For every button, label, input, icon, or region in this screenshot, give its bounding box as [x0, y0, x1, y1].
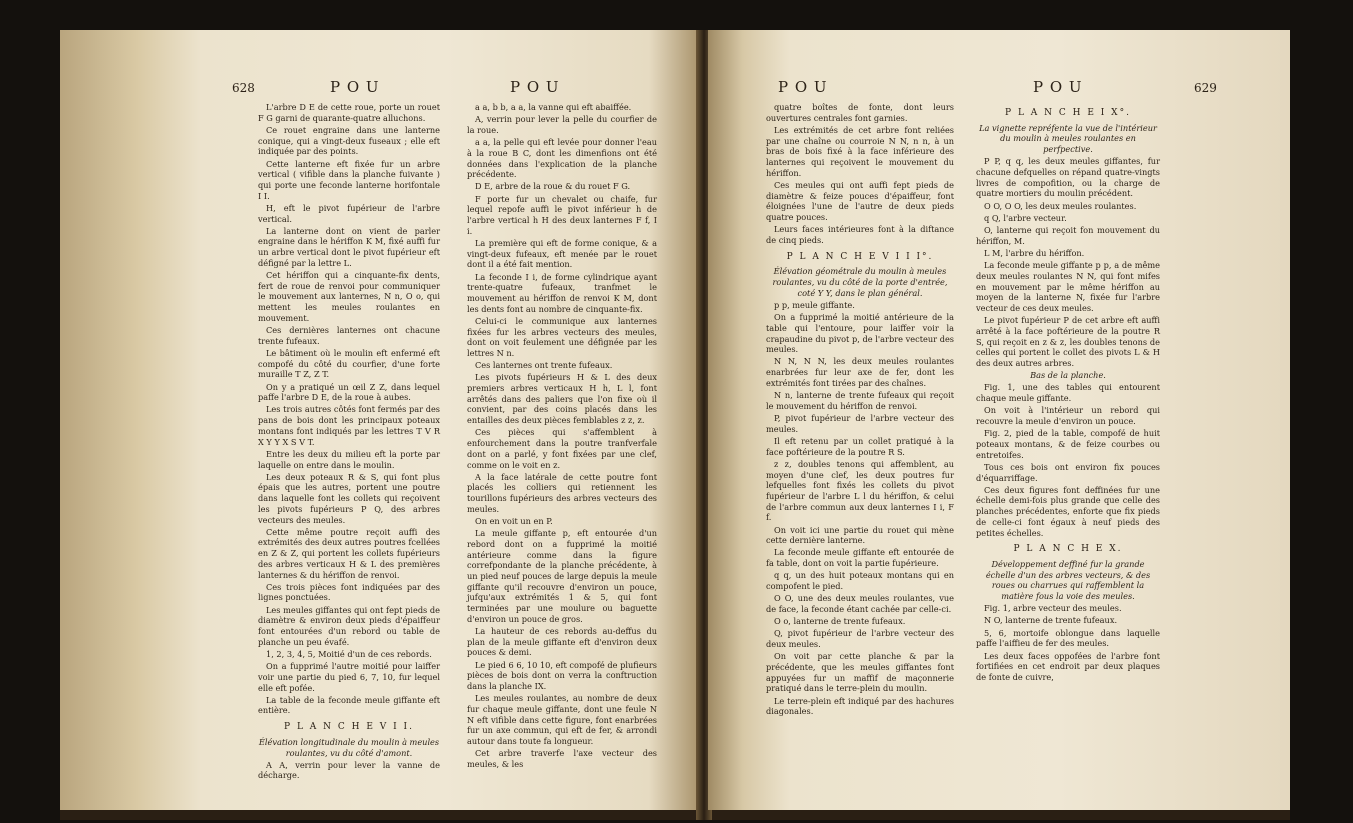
paragraph: Les extrémités de cet arbre font reliées par une chaîne ou courroie N N, n n, à un bras de bois fixé à la face inférieure des lanternes qui reçoivent le mouvement du hériffon.: [766, 124, 954, 178]
paragraph: O O, O O, les deux meules roulantes.: [984, 200, 1137, 211]
paragraph: z z, doubles tenons qui affemblent, au moyen d'une clef, les deux poutres fur lefquelles font fixés les collets du pivot fupérieur de l'arbre L l du hériffon, & celui de l'arbre commun aux deux lanternes I i, F f.: [766, 458, 954, 523]
paragraph: N O, lanterne de trente fufeaux.: [984, 615, 1118, 626]
paragraph: O, lanterne qui reçoit fon mouvement du hériffon, M.: [976, 225, 1160, 246]
paragraph: Cet hériffon qui a cinquante-fix dents, fert de roue de renvoi pour communiquer le mouvement aux lanternes, N n, O o, qui mettent les meules roulantes en mouvement.: [258, 270, 440, 323]
paragraph: On y a pratiqué un œil Z Z, dans lequel paffe l'arbre D E, de la roue à aubes.: [258, 381, 440, 403]
paragraph: P P, q q, les deux meules giffantes, fur chacune defquelles on répand quatre-vingts livres de compofition, ou la charge de quatre mortiers du moulin précédent.: [976, 156, 1160, 199]
paragraph: 1, 2, 3, 4, 5, Moitié d'un de ces rebords.: [266, 648, 432, 659]
paragraph: Fig. 1, arbre vecteur des meules.: [984, 603, 1122, 614]
right-page-number: 629: [1194, 81, 1217, 95]
paragraph: Ce rouet engraine dans une lanterne conique, qui a vingt-deux fuseaux ; elle eft indiquée par des points.: [258, 124, 440, 157]
paragraph: On voit à l'intérieur un rebord qui recouvre la meule d'environ un pouce.: [976, 405, 1160, 426]
plate-caption: Développement deffiné fur la grande échelle d'un des arbres vecteurs, & des roues ou charrues qui raffemblent la matière fous la voie des meules.: [985, 558, 1151, 602]
paragraph: Tous ces bois ont environ fix pouces d'équarriffage.: [976, 461, 1160, 483]
paragraph: O o, lanterne de trente fufeaux.: [774, 616, 906, 627]
paragraph: a a, b b, a a, la vanne qui eft abaiffée.: [475, 102, 632, 112]
paragraph: Cette même poutre reçoit auffi des extrémités des deux autres poutres fcellées en Z & Z, qui portent les collets fupérieurs des arbres verticaux H & L des premières lanternes & du hériffon de renvoi.: [258, 526, 440, 580]
paragraph: A, verrin pour lever la pelle du courfier de la roue.: [467, 114, 657, 135]
paragraph: Ces dernières lanternes ont chacune trente fufeaux.: [258, 325, 440, 346]
paragraph: Ces deux figures font deffinées fur une échelle demi-fois plus grande que celle des planches précédentes, enforte que fix pieds de celle-ci font égaux à neuf pieds des petites échelles.: [976, 484, 1160, 538]
paragraph: Q, pivot fupérieur de l'arbre vecteur des deux meules.: [766, 628, 954, 650]
paragraph: Fig. 1, une des tables qui entourent chaque meule giffante.: [976, 382, 1160, 404]
left-page-number: 628: [232, 81, 255, 95]
paragraph: Les deux faces oppofées de l'arbre font fortifiées en cet endroit par deux plaques de fonte de cuivre,: [976, 650, 1160, 682]
right-running-head-col1: P O U: [778, 78, 828, 96]
paragraph: p p, meule giffante.: [774, 299, 855, 310]
paragraph: Cette lanterne eft fixée fur un arbre vertical ( vifible dans la planche fuivante ) qui porte une feconde lanterne horifontale I I.: [258, 158, 440, 201]
paragraph: Ces lanternes ont trente fufeaux.: [475, 360, 613, 371]
paragraph: La meule giffante p, eft entourée d'un rebord dont on a fupprimé la moitié antérieure comme dans la figure correfpondante de la planche précédente, à un pied neuf pouces de large depuis la meule giffante qu'il recouvre d'environ un pouce, jufqu'aux extrémités 1 & 5, qui font terminées par une moulure ou baguette d'environ un pouce de gros.: [467, 528, 657, 624]
left-running-head: P O U: [330, 78, 380, 96]
right-column-2: [976, 102, 1160, 684]
paragraph: La première qui eft de forme conique, & a vingt-deux fufeaux, eft menée par le rouet dont il a été fait mention.: [467, 237, 657, 270]
paragraph: Il eft retenu par un collet pratiqué à la face poftérieure de la poutre R S.: [766, 435, 954, 457]
paragraph: Les deux poteaux R & S, qui font plus épais que les autres, portent une poutre dans laquelle font les collets qui reçoivent les pivots fupérieurs P Q, des arbres vecteurs des meules.: [258, 471, 440, 525]
left-column-1: [258, 102, 440, 783]
left-column-2: [467, 102, 657, 771]
paragraph: F porte fur un chevalet ou chaife, fur lequel repofe auffi le pivot inférieur h de l'arbre vertical h H des deux lanternes F f, I i.: [467, 193, 657, 236]
paragraph: Ces trois pièces font indiquées par des lignes ponctuées.: [258, 581, 440, 603]
right-running-head: P O U: [1033, 78, 1083, 96]
open-book: [60, 30, 1290, 820]
paragraph: Entre les deux du milieu eft la porte par laquelle on entre dans le moulin.: [258, 448, 440, 470]
paragraph: Leurs faces intérieures font à la diftance de cinq pieds.: [766, 224, 954, 245]
paragraph: 5, 6, mortoife oblongue dans laquelle paffe l'aiffieu de fer des meules.: [976, 627, 1160, 649]
paragraph: O O, une des deux meules roulantes, vue de face, la feconde étant cachée par celle-ci.: [766, 593, 954, 614]
plate-heading: P L A N C H E I X°.: [1005, 108, 1131, 118]
paragraph: D E, arbre de la roue & du rouet F G.: [475, 181, 631, 192]
paragraph: On voit ici une partie du rouet qui mène cette dernière lanterne.: [766, 524, 954, 546]
paragraph: La feconde I i, de forme cylindrique ayant trente-quatre fufeaux, tranfmet le mouvement au hériffon de renvoi K M, dont les dents font au nombre de cinquante-fix.: [467, 271, 657, 314]
paragraph: Cet arbre traverfe l'axe vecteur des meules, & les: [467, 748, 657, 769]
paragraph: Ces meules qui ont auffi fept pieds de diamètre & feize pouces d'épaiffeur, font éloignées l'une de l'autre de deux pieds quatre pouces.: [766, 179, 954, 223]
plate-caption: Élévation géométrale du moulin à meules roulantes, vu du côté de la porte d'entrée, coté Y Y, dans le plan général.: [772, 266, 948, 298]
paragraph: Le terre-plein eft indiqué par des hachures diagonales.: [766, 695, 954, 717]
left-page: [60, 30, 700, 810]
paragraph: Les meules roulantes, au nombre de deux fur chaque meule giffante, dont une feule N N eft vifible dans cette figure, font enarbrées fur un axe commun, qui eft de fer, & arrondi autour dans toute fa longueur.: [467, 693, 657, 747]
paragraph: On a fupprimé la moitié antérieure de la table qui l'entoure, pour laiffer voir la crapaudine du pivot p, de l'arbre vecteur des meules.: [766, 312, 954, 355]
right-page: [708, 30, 1290, 810]
paragraph: A la face latérale de cette poutre font placés les colliers qui retiennent les tourillons fupérieurs des arbres vecteurs des meules.: [467, 471, 657, 514]
paragraph: a a, la pelle qui eft levée pour donner l'eau à la roue B C, dont les dimenfions ont été données dans l'explication de la planche précédente.: [467, 137, 657, 180]
plate-heading: P L A N C H E V I I.: [284, 722, 414, 733]
paragraph: On en voit un en P.: [475, 516, 553, 527]
paragraph: Les trois autres côtés font fermés par des pans de bois dont les principaux poteaux montans font indiqués par les lettres T V R X Y Y X S V T.: [258, 404, 440, 447]
paragraph: Les meules giffantes qui ont fept pieds de diamètre & environ deux pieds d'épaiffeur font entourées d'un rebord ou table de planche un peu évafé.: [258, 604, 440, 647]
paragraph: On voit par cette planche & par la précédente, que les meules giffantes font appuyées fur un maffif de maçonnerie pratiqué dans le terre-plein du moulin.: [766, 651, 954, 694]
paragraph: L'arbre D E de cette roue, porte un rouet F G garni de quarante-quatre alluchons.: [258, 102, 440, 123]
paragraph: Le pivot fupérieur P de cet arbre eft auffi arrêté à la face poftérieure de la poutre R S, qui reçoit en z & z, les doubles tenons de celles qui portent le collet des pivots L & H des deux autres arbres.: [976, 315, 1160, 368]
paragraph: Fig. 2, pied de la table, compofé de huit poteaux montans, & de feize courbes ou entretoifes.: [976, 428, 1160, 460]
plate-caption: La vignette repréfente la vue de l'intérieur du moulin à meules roulantes en perfpective.: [979, 122, 1157, 155]
paragraph: L M, l'arbre du hériffon.: [984, 247, 1085, 258]
paragraph: q Q, l'arbre vecteur.: [984, 212, 1067, 223]
plate-caption: Élévation longitudinale du moulin à meules roulantes, vu du côté d'amont.: [258, 736, 440, 758]
paragraph: N n, lanterne de trente fufeaux qui reçoit le mouvement du hériffon de renvoi.: [766, 390, 954, 411]
paragraph: H, eft le pivot fupérieur de l'arbre vertical.: [258, 202, 440, 224]
paragraph: q q, un des huit poteaux montans qui en compofent le pied.: [766, 570, 954, 592]
paragraph: La lanterne dont on vient de parler engraine dans le hériffon K M, fixé auffi fur un arbre vertical dont le pivot fupérieur eft défigné par la lettre L.: [258, 225, 440, 268]
paragraph: A A, verrin pour lever la vanne de décharge.: [258, 759, 440, 781]
plate-heading: P L A N C H E V I I I°.: [786, 251, 934, 262]
paragraph: N N, N N, les deux meules roulantes enarbrées fur leur axe de fer, dont les extrémités font tirées par des chaînes.: [766, 356, 954, 388]
paragraph: La feconde meule giffante eft entourée de fa table, dont on voit la partie fupérieure.: [766, 547, 954, 569]
paragraph: La hauteur de ces rebords au-deffus du plan de la meule giffante eft d'environ deux pouces & demi.: [467, 626, 657, 658]
paragraph: La feconde meule giffante p p, a de même deux meules roulantes N N, qui font mifes en mouvement par le même hériffon au moyen de la lanterne N, fixée fur l'arbre vecteur de ces deux meules.: [976, 260, 1160, 313]
paragraph: Ces pièces qui s'affemblent à enfourchement dans la poutre tranfverfale dont on a parlé, y font fixées par une clef, comme on le voit en z.: [467, 427, 657, 470]
left-running-head-col2: P O U: [510, 78, 560, 96]
paragraph: La table de la feconde meule giffante eft entière.: [258, 694, 440, 716]
right-column-1: [766, 102, 954, 718]
paragraph: Les pivots fupérieurs H & L des deux premiers arbres verticaux H h, L l, font arrêtés dans des paliers que l'on fixe où il convient, par des coins placés dans les entailles des deux pièces femblables z z, z.: [467, 372, 657, 426]
section-subheading: Bas de la planche.: [1030, 370, 1106, 381]
plate-heading: P L A N C H E X.: [1013, 544, 1123, 555]
paragraph: P, pivot fupérieur de l'arbre vecteur des meules.: [766, 412, 954, 434]
paragraph: Le pied 6 6, 10 10, eft compofé de plufieurs pièces de bois dont on verra la conftruction dans la planche IX.: [467, 659, 657, 692]
paragraph: Le bâtiment où le moulin eft enfermé eft compofé du côté du courfier, d'une forte muraille T Z, Z T.: [258, 347, 440, 380]
paragraph: On a fupprimé l'autre moitié pour laiffer voir une partie du pied 6, 7, 10, fur lequel elle eft pofée.: [258, 661, 440, 693]
paragraph: quatre boîtes de fonte, dont leurs ouvertures centrales font garnies.: [766, 102, 954, 123]
paragraph: Celui-ci le communique aux lanternes fixées fur les arbres vecteurs des meules, dont on voit feulement une défignée par les lettres N n.: [467, 315, 657, 358]
